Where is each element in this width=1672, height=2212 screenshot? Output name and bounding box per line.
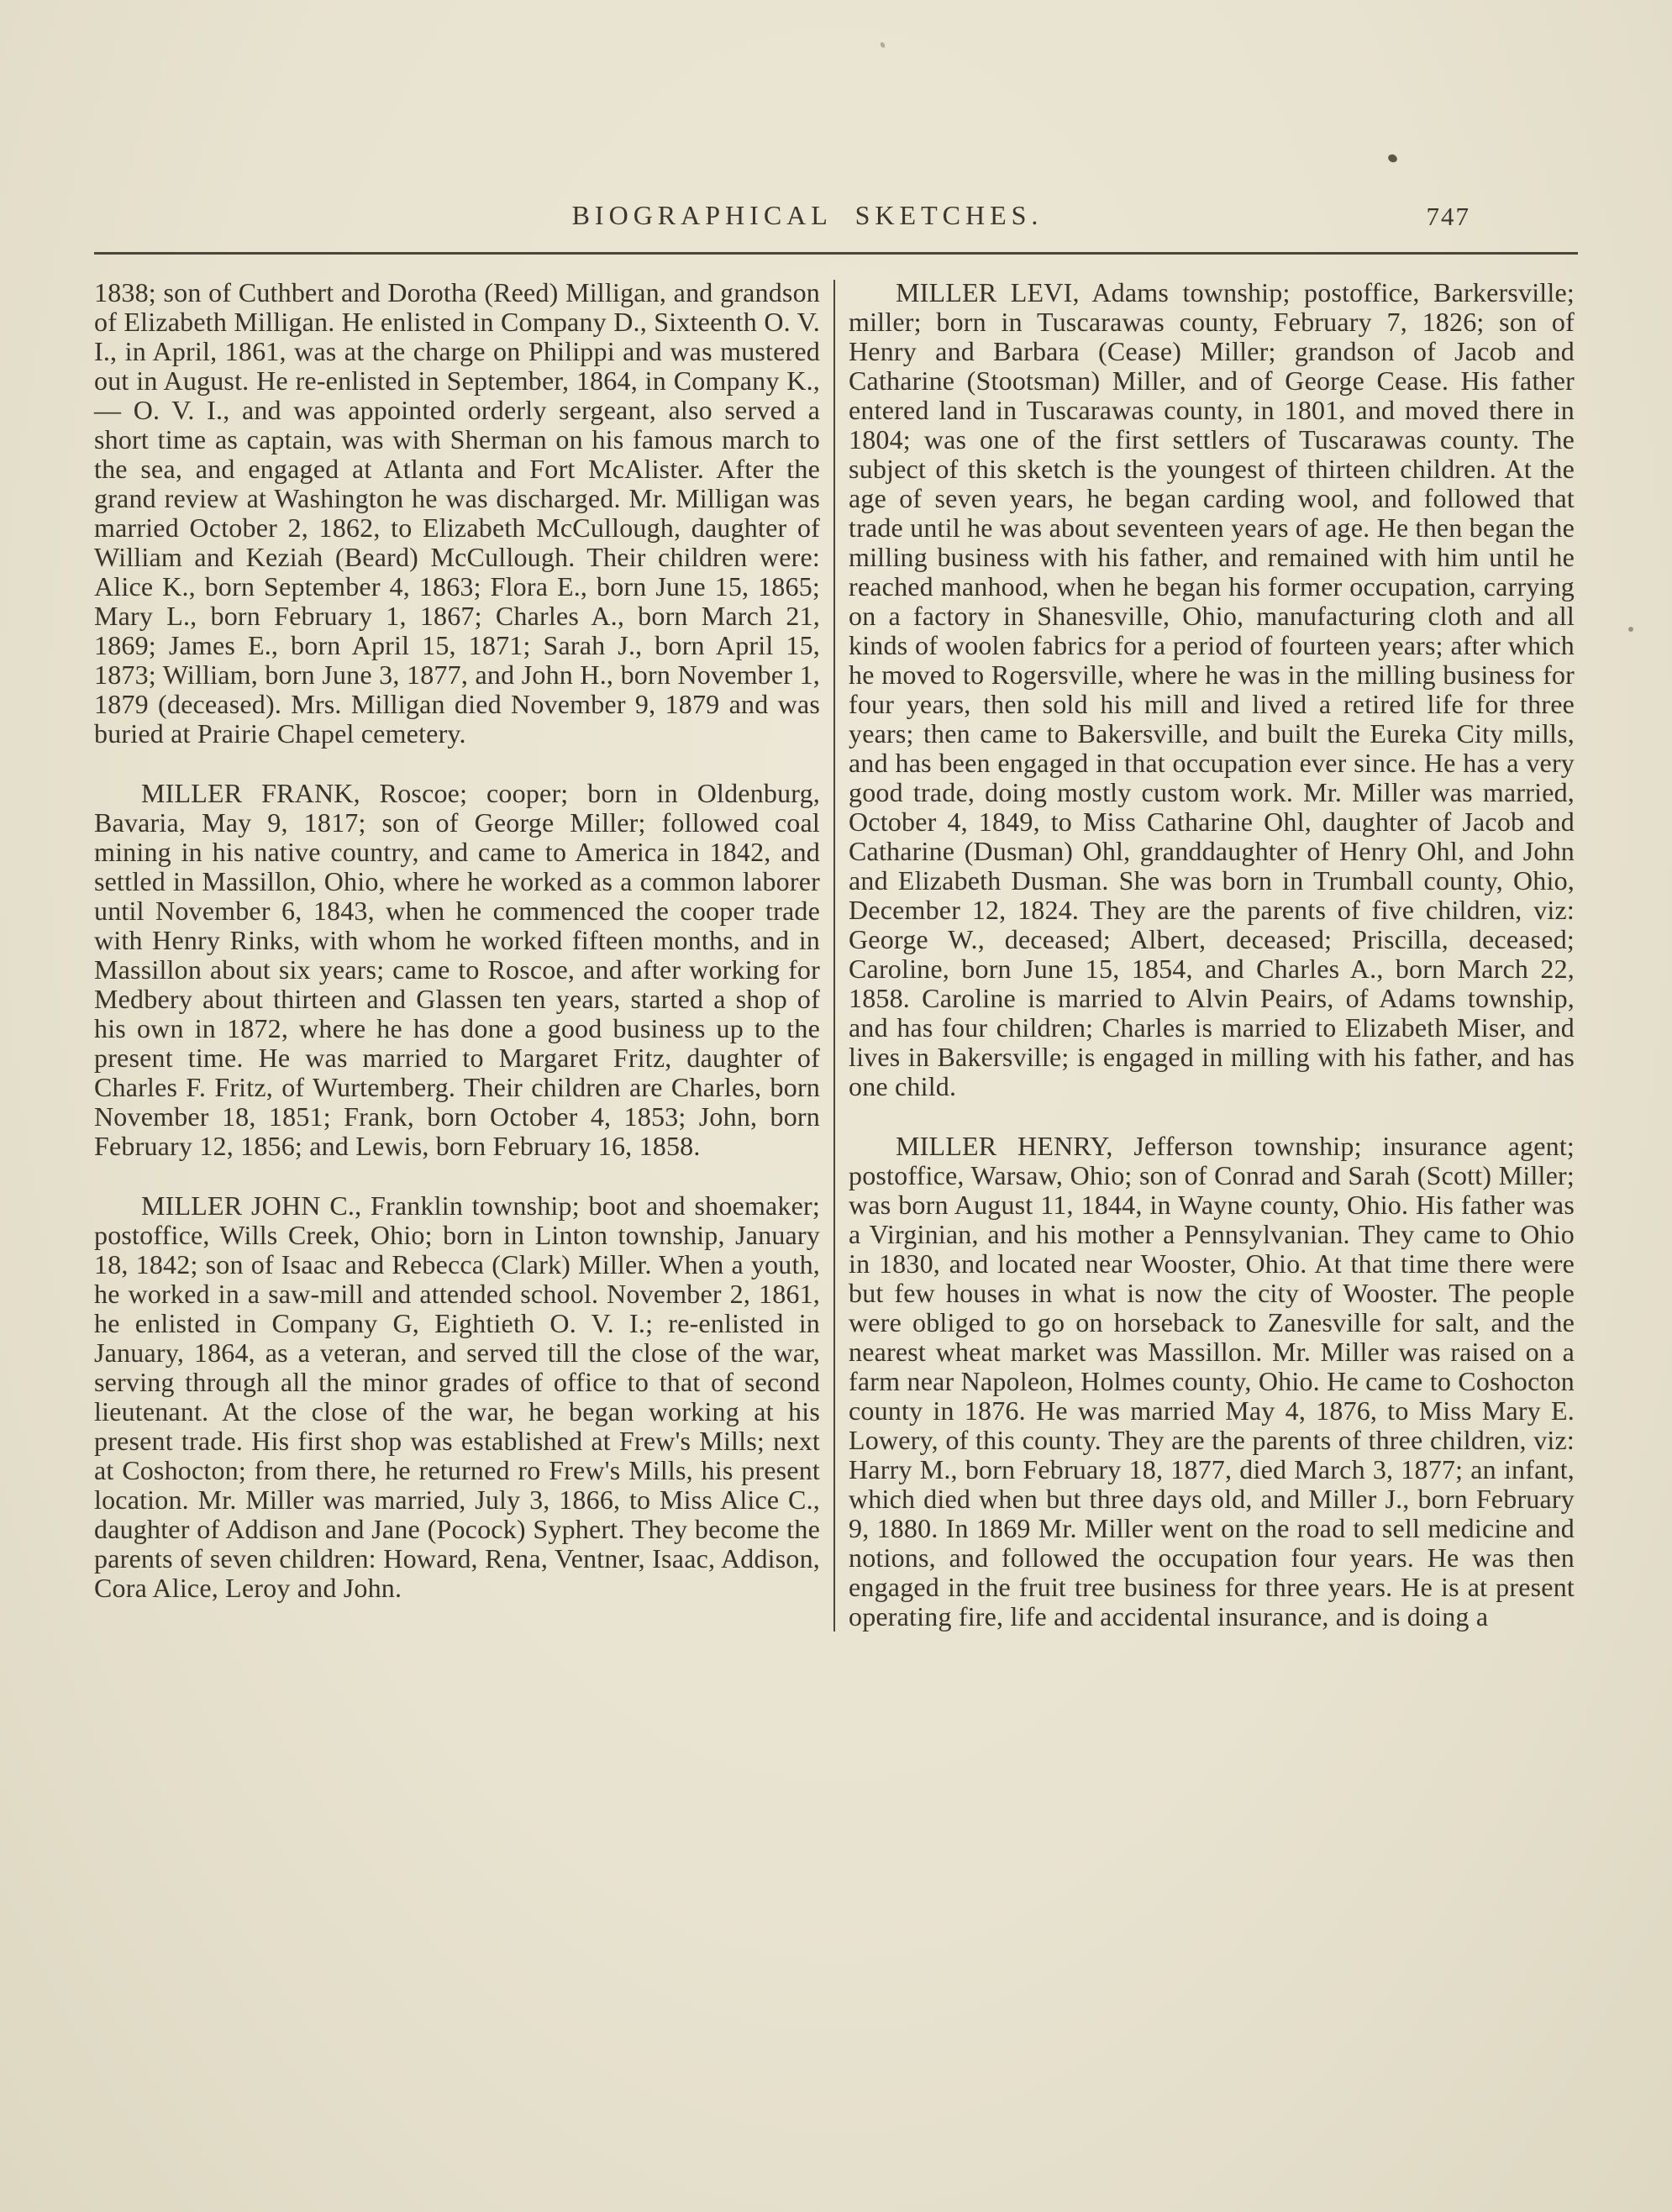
entry-miller-levi: MILLER LEVI, Adams township; postoffice, Barkersville; miller; born in Tuscarawas county, February 7, 1826; son of Henry and Barbara (Cease) Miller; grandson of Jacob and Catharine (Stootsman) Miller, and of George Cease. His father entered land in Tuscarawas county, in 1801, and moved there in 1804; was one of the first settlers of Tuscarawas county. The subject of this sketch is the youngest of thirteen children. At the age of seven years, he began carding wool, and followed that trade until he was about seventeen years of age. He then began the milling business with his father, and remained with him until he reached manhood, when he began his former occupation, carrying on a factory in Shanesville, Ohio, manufacturing cloth and all kinds of woolen fabrics for a period of fourteen years; after which he moved to Rogersville, where he was in the milling business for four years, then sold his mill and lived a retired life for three years; then came to Bakersville, and built the Eureka City mills, and has been engaged in that occupation ever since. He has a very good trade, doing mostly custom work. Mr. Miller was married, October 4, 1849, to Miss Catharine Ohl, daughter of Jacob and Catharine (Dusman) Ohl, granddaughter of Henry Ohl, and John and Elizabeth Dusman. She was born in Trumball county, Ohio, December 12, 1824. They are the parents of five children, viz: George W., deceased; Albert, deceased; Priscilla, deceased; Caroline, born June 15, 1854, and Charles A., born March 22, 1858. Caroline is married to Alvin Peairs, of Adams township, and has four children; Charles is married to Elizabeth Miser, and lives in Bakersville; is engaged in milling with his father, and has one child. (849, 277, 1575, 1101)
page-header (94, 200, 1578, 244)
header-rule (94, 252, 1578, 255)
entry-miller-john-c: MILLER JOHN C., Franklin township; boot and shoemaker; postoffice, Wills Creek, Ohio; born in Linton township, January 18, 1842; son of Isaac and Rebecca (Clark) Miller. When a youth, he worked in a saw-mill and attended school. November 2, 1861, he enlisted in Company G, Eightieth O. V. I.; re-enlisted in January, 1864, as a veteran, and served till the close of the war, serving through all the minor grades of office to that of second lieutenant. At the close of the war, he began working at his present trade. His first shop was established at Frew's Mills; next at Coshocton; from there, he returned ro Frew's Mills, his present location. Mr. Miller was married, July 3, 1866, to Miss Alice C., daughter of Addison and Jane (Pocock) Syphert. They become the parents of seven children: Howard, Rena, Ventner, Isaac, Addison, Cora Alice, Leroy and John. (94, 1190, 820, 1603)
left-column (94, 278, 820, 1631)
entry-miller-henry: MILLER HENRY, Jefferson township; insurance agent; postoffice, Warsaw, Ohio; son of Conrad and Sarah (Scott) Miller; was born August 11, 1844, in Wayne county, Ohio. His father was a Virginian, and his mother a Pennsylvanian. They came to Ohio in 1830, and located near Wooster, Ohio. At that time there were but few houses in what is now the city of Wooster. The people were obliged to go on horseback to Zanesville for salt, and the nearest wheat market was Massillon. Mr. Miller was raised on a farm near Napoleon, Holmes county, Ohio. He came to Coshocton county in 1876. He was married May 4, 1876, to Miss Mary E. Lowery, of this county. They are the parents of three children, viz: Harry M., born February 18, 1877, died March 3, 1877; an infant, which died when but three days old, and Miller J., born February 9, 1880. In 1869 Mr. Miller went on the road to sell medicine and notions, and followed the occupation four years. He was then engaged in the fruit tree business for three years. He is at present operating fire, life and accidental insurance, and is doing a (849, 1131, 1575, 1631)
scan-artifact (1628, 627, 1633, 632)
text-columns (94, 278, 1578, 1631)
right-column (849, 278, 1575, 1631)
entry-continuation-milligan: 1838; son of Cuthbert and Dorotha (Reed) Milligan, and grandson of Elizabeth Milligan. He enlisted in Company D., Sixteenth O. V. I., in April, 1861, was at the charge on Philippi and was mustered out in August. He re-enlisted in September, 1864, in Company K., — O. V. I., and was appointed orderly sergeant, also served a short time as captain, was with Sherman on his famous march to the sea, and engaged at Atlanta and Fort McAlister. After the grand review at Washington he was discharged. Mr. Milligan was married October 2, 1862, to Elizabeth McCullough, daughter of William and Keziah (Beard) McCullough. Their children were: Alice K., born September 4, 1863; Flora E., born June 15, 1865; Mary L., born February 1, 1867; Charles A., born March 21, 1869; James E., born April 15, 1871; Sarah J., born April 15, 1873; William, born June 3, 1877, and John H., born November 1, 1879 (deceased). Mrs. Milligan died November 9, 1879 and was buried at Prairie Chapel cemetery. (94, 277, 820, 749)
page-number: 747 (1426, 202, 1470, 231)
column-divider (833, 280, 835, 1631)
entry-miller-frank: MILLER FRANK, Roscoe; cooper; born in Oldenburg, Bavaria, May 9, 1817; son of George Miller; followed coal mining in his native country, and came to America in 1842, and settled in Massillon, Ohio, where he worked as a common laborer until November 6, 1843, when he commenced the cooper trade with Henry Rinks, with whom he worked fifteen months, and in Massillon about six years; came to Roscoe, and after working for Medbery about thirteen and Glassen ten years, started a shop of his own in 1872, where he has done a good business up to the present time. He was married to Margaret Fritz, daughter of Charles F. Fritz, of Wurtemberg. Their children are Charles, born November 18, 1851; Frank, born October 4, 1853; John, born February 12, 1856; and Lewis, born February 16, 1858. (94, 778, 820, 1161)
page-title: BIOGRAPHICAL SKETCHES. (571, 200, 1044, 230)
